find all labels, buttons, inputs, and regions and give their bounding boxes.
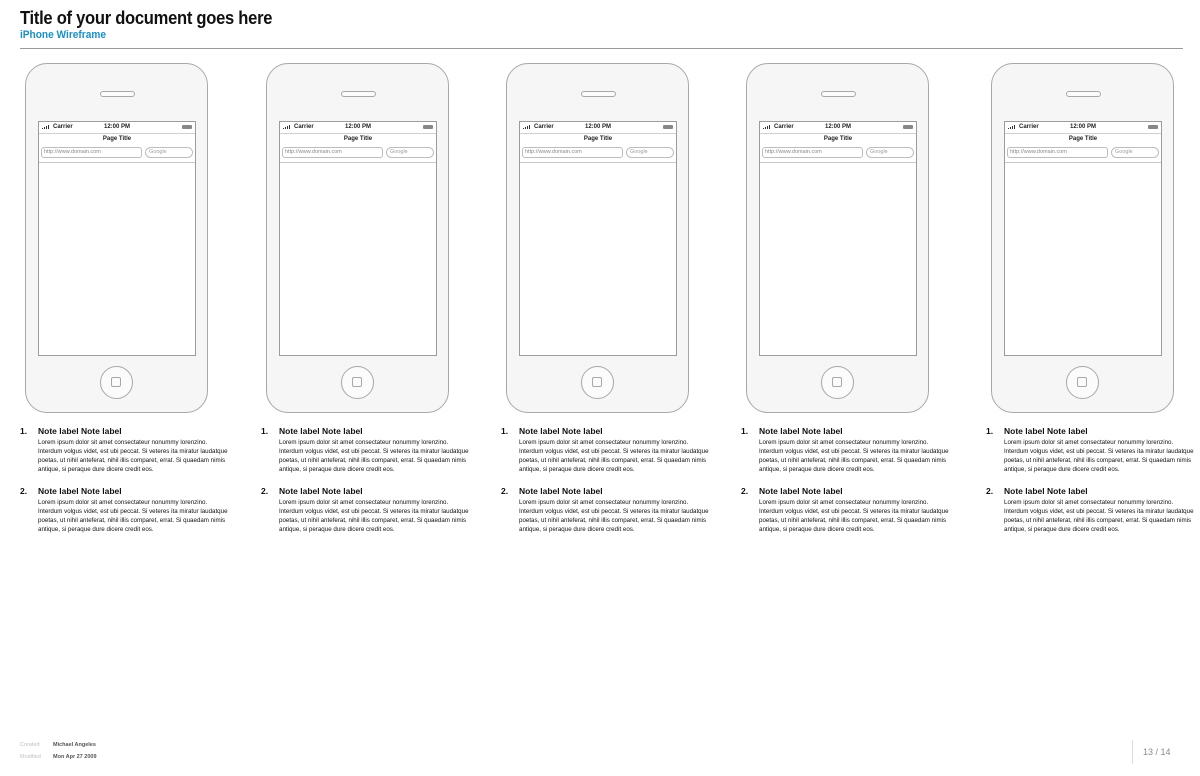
carrier-label: Carrier: [1019, 124, 1039, 130]
battery-icon: [1148, 125, 1158, 129]
note-label: Note label Note label: [38, 426, 122, 436]
note-item: [261, 486, 501, 534]
note-body: Lorem ipsum dolor sit amet consectateur nonummy lorenzino. Interdum volgus videt, est ubi peccat. Si veteres ita miratur laudatque poetas, ut nihil anteferat, nihil illis comparet, errat. Si quaedam nimis antique, si peraque dure dicere credit eos.: [279, 499, 469, 533]
note-body: Lorem ipsum dolor sit amet consectateur nonummy lorenzino. Interdum volgus videt, est ubi peccat. Si veteres ita miratur laudatque poetas, ut nihil anteferat, nihil illis comparet, errat. Si quaedam nimis antique, si peraque dure dicere credit eos.: [1004, 439, 1194, 473]
home-button[interactable]: [1066, 366, 1099, 399]
status-bar: [39, 122, 195, 134]
note-label: Note label Note label: [279, 426, 363, 436]
note-item: [986, 426, 1200, 474]
note-item: [501, 486, 741, 534]
note-label: Note label Note label: [519, 486, 603, 496]
speaker-icon: [100, 91, 135, 97]
status-time: 12:00 PM: [1069, 124, 1096, 130]
speaker-icon: [581, 91, 616, 97]
note-item: [20, 426, 260, 474]
home-square-icon: [111, 377, 121, 387]
home-square-icon: [352, 377, 362, 387]
speaker-icon: [1066, 91, 1101, 97]
document-title: Title of your document goes here: [20, 8, 273, 28]
search-input[interactable]: Google: [1111, 147, 1159, 158]
note-label: Note label Note label: [279, 486, 363, 496]
note-label: Note label Note label: [759, 486, 843, 496]
document-subtitle: iPhone Wireframe: [20, 29, 106, 41]
search-input[interactable]: Google: [626, 147, 674, 158]
note-item: [261, 426, 501, 474]
address-bar: [280, 145, 436, 163]
note-number: 2.: [501, 486, 509, 496]
url-input[interactable]: http://www.domain.com: [522, 147, 623, 158]
page-title: Page Title: [823, 136, 853, 142]
battery-icon: [182, 125, 192, 129]
note-number: 2.: [261, 486, 269, 496]
note-body: Lorem ipsum dolor sit amet consectateur nonummy lorenzino. Interdum volgus videt, est ubi peccat. Si veteres ita miratur laudatque poetas, ut nihil anteferat, nihil illis comparet, errat. Si quaedam nimis antique, si peraque dure dicere credit eos.: [519, 499, 709, 533]
speaker-icon: [821, 91, 856, 97]
url-input[interactable]: http://www.domain.com: [1007, 147, 1108, 158]
battery-icon: [663, 125, 673, 129]
note-label: Note label Note label: [1004, 426, 1088, 436]
note-body: Lorem ipsum dolor sit amet consectateur nonummy lorenzino. Interdum volgus videt, est ubi peccat. Si veteres ita miratur laudatque poetas, ut nihil anteferat, nihil illis comparet, errat. Si quaedam nimis antique, si peraque dure dicere credit eos.: [759, 439, 949, 473]
iphone-screen: [38, 121, 196, 356]
notes-list: [986, 426, 1200, 546]
note-item: [741, 486, 981, 534]
search-input[interactable]: Google: [145, 147, 193, 158]
url-input[interactable]: http://www.domain.com: [41, 147, 142, 158]
header-divider: [20, 48, 1183, 49]
home-button[interactable]: [341, 366, 374, 399]
note-body: Lorem ipsum dolor sit amet consectateur nonummy lorenzino. Interdum volgus videt, est ubi peccat. Si veteres ita miratur laudatque poetas, ut nihil anteferat, nihil illis comparet, errat. Si quaedam nimis antique, si peraque dure dicere credit eos.: [279, 439, 469, 473]
iphone-frame: [266, 63, 449, 413]
note-label: Note label Note label: [38, 486, 122, 496]
home-button[interactable]: [100, 366, 133, 399]
footer-divider: [1132, 740, 1133, 764]
search-input[interactable]: Google: [866, 147, 914, 158]
iphone-frame: [746, 63, 929, 413]
note-item: [986, 486, 1200, 534]
notes-list: [20, 426, 260, 546]
carrier-label: Carrier: [294, 124, 314, 130]
carrier-label: Carrier: [53, 124, 73, 130]
address-bar: [520, 145, 676, 163]
iphone-screen: [519, 121, 677, 356]
note-number: 1.: [20, 426, 28, 436]
iphone-frame: [25, 63, 208, 413]
note-body: Lorem ipsum dolor sit amet consectateur nonummy lorenzino. Interdum volgus videt, est ubi peccat. Si veteres ita miratur laudatque poetas, ut nihil anteferat, nihil illis comparet, errat. Si quaedam nimis antique, si peraque dure dicere credit eos.: [759, 499, 949, 533]
url-input[interactable]: http://www.domain.com: [762, 147, 863, 158]
page-title: Page Title: [583, 136, 613, 142]
home-square-icon: [592, 377, 602, 387]
battery-icon: [903, 125, 913, 129]
speaker-icon: [341, 91, 376, 97]
page-title: Page Title: [1068, 136, 1098, 142]
note-body: Lorem ipsum dolor sit amet consectateur nonummy lorenzino. Interdum volgus videt, est ubi peccat. Si veteres ita miratur laudatque poetas, ut nihil anteferat, nihil illis comparet, errat. Si quaedam nimis antique, si peraque dure dicere credit eos.: [1004, 499, 1194, 533]
url-input[interactable]: http://www.domain.com: [282, 147, 383, 158]
status-time: 12:00 PM: [344, 124, 371, 130]
note-item: [501, 426, 741, 474]
page-title: Page Title: [343, 136, 373, 142]
note-number: 1.: [741, 426, 749, 436]
note-item: [741, 426, 981, 474]
note-number: 2.: [20, 486, 28, 496]
battery-icon: [423, 125, 433, 129]
note-number: 1.: [501, 426, 509, 436]
iphone-screen: [759, 121, 917, 356]
note-body: Lorem ipsum dolor sit amet consectateur nonummy lorenzino. Interdum volgus videt, est ubi peccat. Si veteres ita miratur laudatque poetas, ut nihil anteferat, nihil illis comparet, errat. Si quaedam nimis antique, si peraque dure dicere credit eos.: [38, 439, 228, 473]
search-input[interactable]: Google: [386, 147, 434, 158]
home-square-icon: [832, 377, 842, 387]
status-time: 12:00 PM: [824, 124, 851, 130]
footer-modified-label: Modified: [20, 754, 41, 760]
footer-created-value: Michael Angeles: [53, 742, 96, 748]
home-button[interactable]: [821, 366, 854, 399]
address-bar: [39, 145, 195, 163]
iphone-screen: [1004, 121, 1162, 356]
status-time: 12:00 PM: [103, 124, 130, 130]
status-bar: [520, 122, 676, 134]
address-bar: [1005, 145, 1161, 163]
status-bar: [280, 122, 436, 134]
iphone-screen: [279, 121, 437, 356]
carrier-label: Carrier: [774, 124, 794, 130]
note-label: Note label Note label: [759, 426, 843, 436]
iphone-frame: [991, 63, 1174, 413]
carrier-label: Carrier: [534, 124, 554, 130]
note-number: 1.: [986, 426, 994, 436]
note-label: Note label Note label: [1004, 486, 1088, 496]
home-square-icon: [1077, 377, 1087, 387]
note-number: 1.: [261, 426, 269, 436]
page-title: Page Title: [102, 136, 132, 142]
footer-modified-value: Mon Apr 27 2009: [53, 754, 97, 760]
note-number: 2.: [741, 486, 749, 496]
status-bar: [1005, 122, 1161, 134]
note-number: 2.: [986, 486, 994, 496]
note-body: Lorem ipsum dolor sit amet consectateur nonummy lorenzino. Interdum volgus videt, est ubi peccat. Si veteres ita miratur laudatque poetas, ut nihil anteferat, nihil illis comparet, errat. Si quaedam nimis antique, si peraque dure dicere credit eos.: [38, 499, 228, 533]
footer-created-label: Created: [20, 742, 40, 748]
page-number: 13 / 14: [1143, 747, 1171, 757]
note-body: Lorem ipsum dolor sit amet consectateur nonummy lorenzino. Interdum volgus videt, est ubi peccat. Si veteres ita miratur laudatque poetas, ut nihil anteferat, nihil illis comparet, errat. Si quaedam nimis antique, si peraque dure dicere credit eos.: [519, 439, 709, 473]
notes-list: [741, 426, 981, 546]
note-item: [20, 486, 260, 534]
status-bar: [760, 122, 916, 134]
home-button[interactable]: [581, 366, 614, 399]
address-bar: [760, 145, 916, 163]
notes-list: [501, 426, 741, 546]
status-time: 12:00 PM: [584, 124, 611, 130]
notes-list: [261, 426, 501, 546]
note-label: Note label Note label: [519, 426, 603, 436]
iphone-frame: [506, 63, 689, 413]
